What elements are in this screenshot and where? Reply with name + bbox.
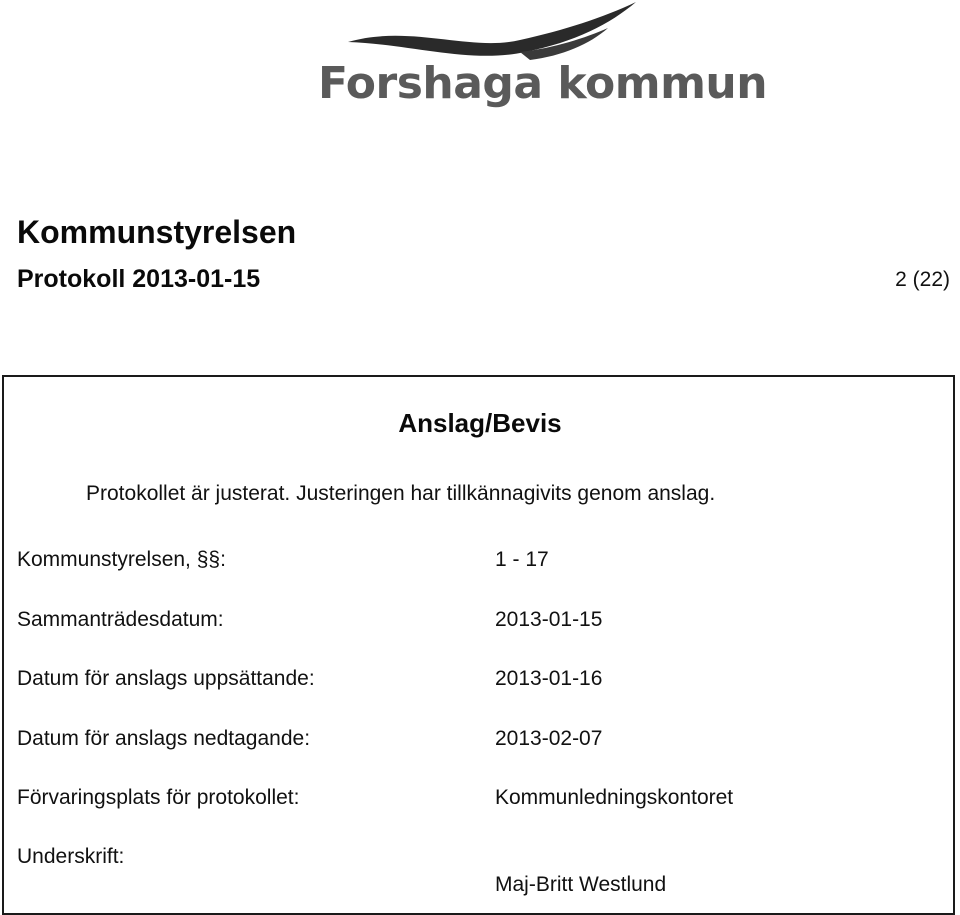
row-label-storage-location: Förvaringsplats för protokollet: [17,786,300,809]
page-indicator: 2 (22) [895,268,950,291]
protocol-title: Protokoll 2013-01-15 [17,265,261,293]
notice-box [2,375,955,915]
row-value-storage-location: Kommunledningskontoret [495,786,734,809]
logo-wordmark: Forshaga kommun [318,58,768,109]
row-value-posting-date: 2013-01-16 [495,667,603,690]
row-label-paragraphs: Kommunstyrelsen, §§: [17,548,226,571]
organization-title: Kommunstyrelsen [17,214,297,250]
notice-heading: Anslag/Bevis [398,408,562,438]
row-label-meeting-date: Sammanträdesdatum: [17,608,224,631]
row-value-meeting-date: 2013-01-15 [495,608,603,631]
signature-label: Underskrift: [17,845,125,868]
row-label-posting-date: Datum för anslags uppsättande: [17,667,315,690]
row-value-removal-date: 2013-02-07 [495,727,603,750]
row-value-paragraphs: 1 - 17 [495,548,549,571]
notice-statement: Protokollet är justerat. Justeringen har tillkännagivits genom anslag. [86,482,716,505]
signer-name: Maj-Britt Westlund [495,873,667,896]
row-label-removal-date: Datum för anslags nedtagande: [17,727,311,750]
forshaga-kommun-logo [318,0,768,120]
